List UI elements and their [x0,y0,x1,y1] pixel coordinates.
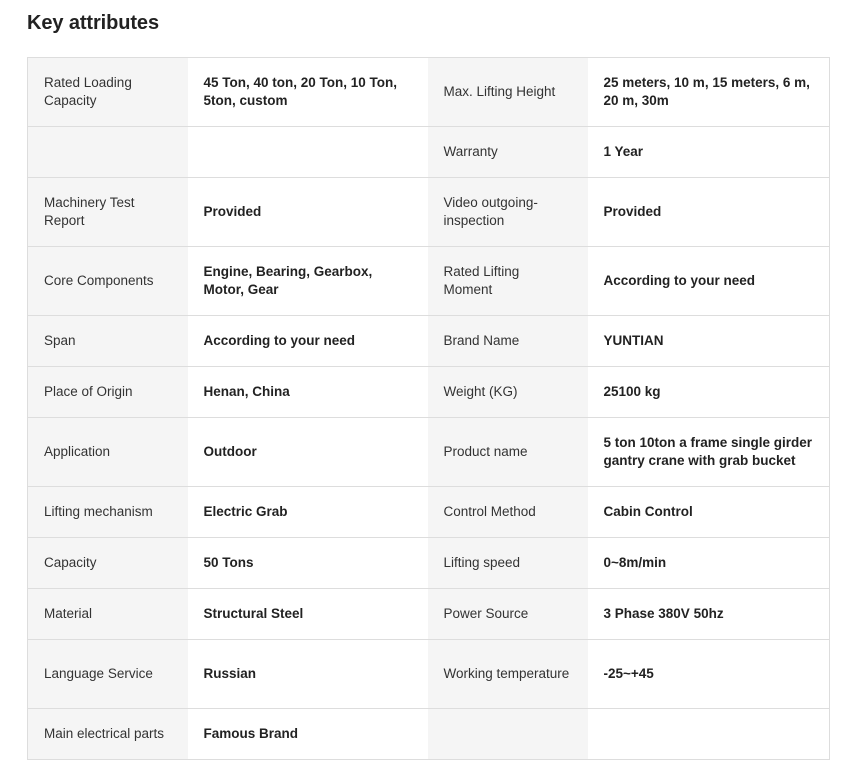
attribute-key: Place of Origin [28,367,188,418]
attribute-key: Lifting speed [428,538,588,589]
attribute-value: -25~+45 [588,640,830,709]
attribute-row [28,640,830,709]
attribute-key: Control Method [428,487,588,538]
attribute-value: Henan, China [188,367,428,418]
attribute-row [28,58,830,127]
attribute-key: Rated Loading Capacity [28,58,188,127]
attribute-value: 1 Year [588,127,830,178]
attribute-row [28,247,830,316]
attribute-key: Language Service [28,640,188,709]
attribute-value: Provided [188,178,428,247]
attribute-key: Power Source [428,589,588,640]
attribute-value: 0~8m/min [588,538,830,589]
attribute-key: Span [28,316,188,367]
attribute-key: Max. Lifting Height [428,58,588,127]
attribute-row [28,178,830,247]
attribute-key: Lifting mechanism [28,487,188,538]
attribute-row [28,709,830,760]
attribute-value: Electric Grab [188,487,428,538]
attribute-key [28,127,188,178]
key-attributes-table [27,57,830,760]
attribute-value: YUNTIAN [588,316,830,367]
attribute-key: Weight (KG) [428,367,588,418]
attribute-key: Warranty [428,127,588,178]
attribute-key: Capacity [28,538,188,589]
key-attributes-body [28,58,830,760]
attribute-value: According to your need [588,247,830,316]
attribute-value: Structural Steel [188,589,428,640]
attribute-row [28,538,830,589]
attribute-value: 5 ton 10ton a frame single girder gantry crane with grab bucket [588,418,830,487]
attribute-value: 3 Phase 380V 50hz [588,589,830,640]
attribute-key: Core Components [28,247,188,316]
attribute-value: Cabin Control [588,487,830,538]
attribute-key: Main electrical parts [28,709,188,760]
attribute-row [28,487,830,538]
section-title: Key attributes [27,12,159,34]
attribute-row [28,589,830,640]
attribute-key: Machinery Test Report [28,178,188,247]
attribute-value: Outdoor [188,418,428,487]
attribute-key: Brand Name [428,316,588,367]
attribute-value [588,709,830,760]
attribute-row [28,127,830,178]
attribute-key: Working temperature [428,640,588,709]
attribute-key [428,709,588,760]
attribute-key: Material [28,589,188,640]
attribute-value: Famous Brand [188,709,428,760]
attribute-value [188,127,428,178]
attribute-value: 25 meters, 10 m, 15 meters, 6 m, 20 m, 30m [588,58,830,127]
attribute-value: According to your need [188,316,428,367]
attribute-value: Provided [588,178,830,247]
attribute-key: Video outgoing-inspection [428,178,588,247]
attribute-key: Application [28,418,188,487]
attribute-value: 50 Tons [188,538,428,589]
attribute-row [28,316,830,367]
attribute-value: Engine, Bearing, Gearbox, Motor, Gear [188,247,428,316]
attribute-value: Russian [188,640,428,709]
attribute-key: Product name [428,418,588,487]
attribute-value: 45 Ton, 40 ton, 20 Ton, 10 Ton, 5ton, custom [188,58,428,127]
attribute-row [28,367,830,418]
attribute-value: 25100 kg [588,367,830,418]
attribute-key: Rated Lifting Moment [428,247,588,316]
attribute-row [28,418,830,487]
